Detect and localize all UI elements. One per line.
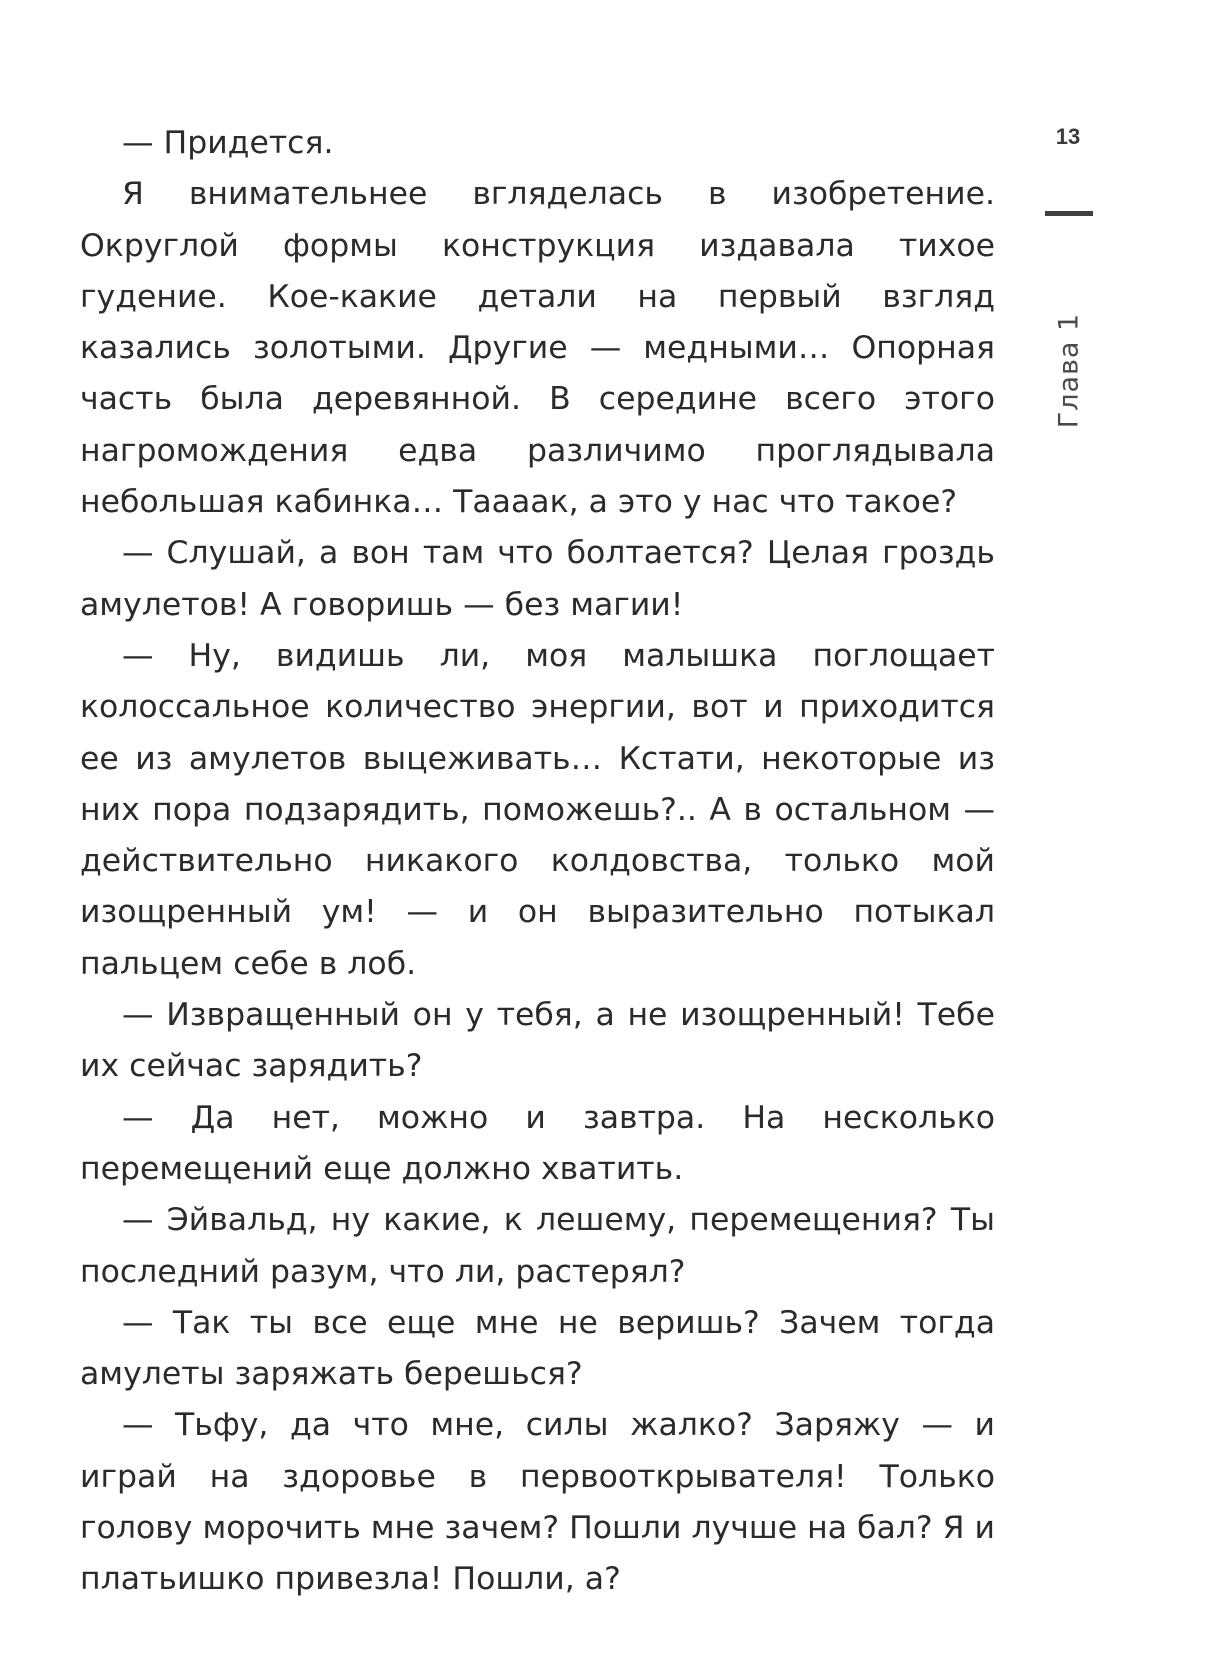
- page-number: 13: [1055, 124, 1081, 149]
- body-text: [80, 118, 995, 1606]
- chapter-label: [1041, 310, 1097, 430]
- paragraph: — Так ты все еще мне не веришь? Зачем тогда амулеты заряжать берешься?: [80, 1304, 995, 1393]
- paragraph: — Придется.: [122, 125, 334, 161]
- paragraph: — Тьфу, да что мне, силы жалко? Заряжу — и играй на здоровье в первооткрывателя! Только голову морочить мне зачем? Пошли лучше на бал? Я и платьишко привезла! Пошли, а?: [80, 1407, 995, 1598]
- paragraph: — Эйвальд, ну какие, к лешему, перемещения? Ты последний разум, что ли, растерял?: [80, 1202, 995, 1290]
- paragraph: — Ну, видишь ли, моя малышка поглощает колоссальное количество энергии, вот и приходится ее из амулетов выцеживать… Кстати, некоторые из них пора подзарядить, поможешь?.. А в остальном — действительно никакого колдовства, только мой изощренный ум! — и он выразительно потыкал пальцем себе в лоб.: [80, 637, 995, 982]
- paragraph: — Извращенный он у тебя, а не изощренный! Тебе их сейчас зарядить?: [80, 997, 995, 1085]
- paragraph: Я внимательнее вгляделась в изобретение. Округлой формы конструкция издавала тихое гудение. Кое-какие детали на первый взгляд казались золотыми. Другие — медными… Опорная часть была деревянной. В середине всего этого нагромождения едва различимо проглядывала небольшая кабинка… Таааак, а это у нас что такое?: [80, 176, 995, 521]
- paragraph: — Слушай, а вон там что болтается? Целая гроздь амулетов! А говоришь — без магии!: [80, 535, 995, 623]
- chapter-label-text: Глава 1: [1053, 312, 1085, 428]
- chapter-rule: [1045, 211, 1093, 216]
- paragraph: — Да нет, можно и завтра. На несколько перемещений еще должно хватить.: [80, 1099, 995, 1187]
